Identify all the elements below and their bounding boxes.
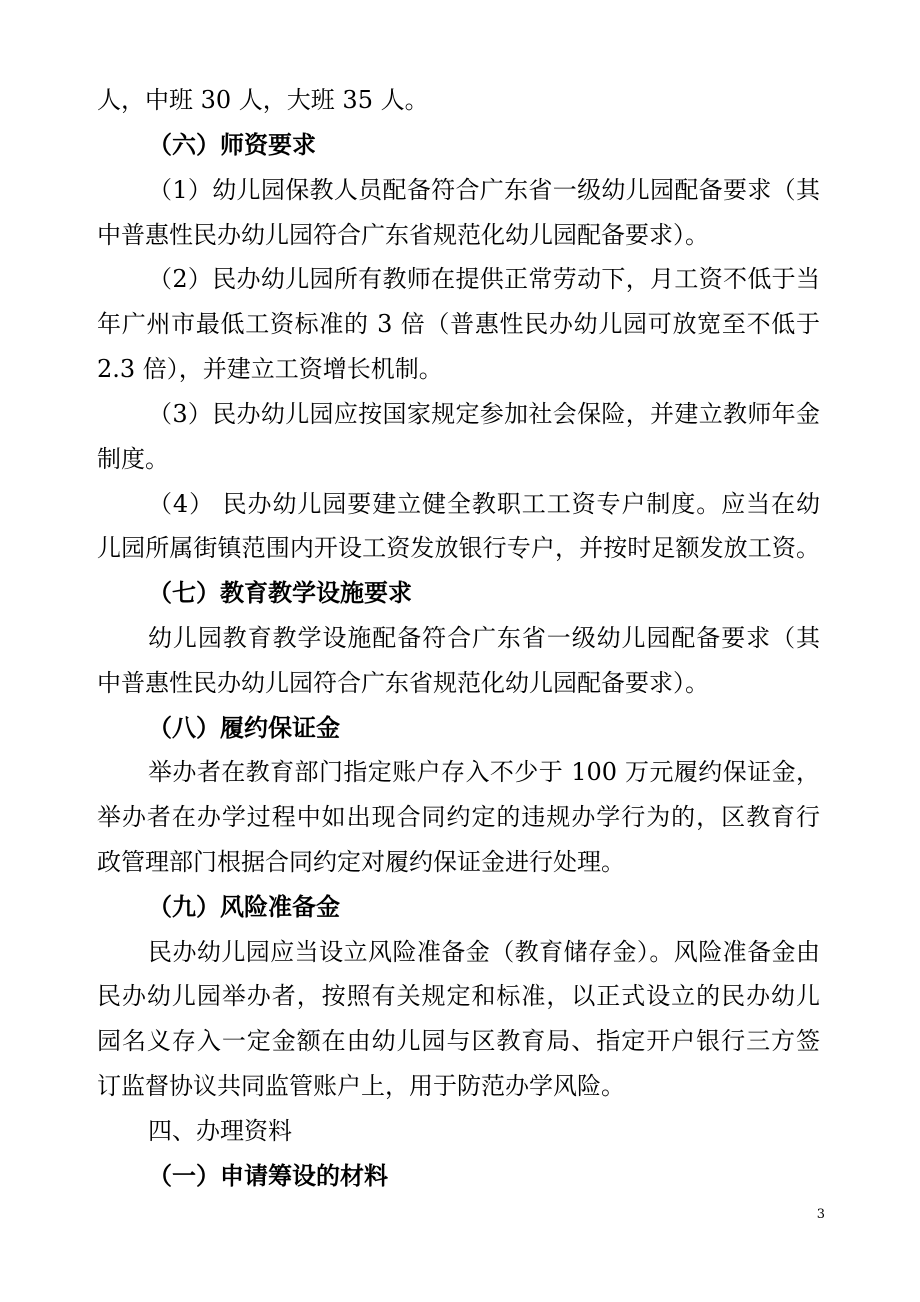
section-heading: （六）师资要求 — [148, 130, 316, 159]
paragraph-line: 儿园所属街镇范围内开设工资发放银行专户，并按时足额发放工资。 — [97, 534, 820, 562]
paragraph-line: 2.3 倍），并建立工资增长机制。 — [97, 355, 443, 383]
paragraph-line: （4） 民办幼儿园要建立健全教职工工资专户制度。应当在幼 — [148, 490, 820, 518]
section-heading: （一）申请筹设的材料 — [148, 1161, 388, 1190]
paragraph-line: 园名义存入一定金额在由幼儿园与区教育局、指定开户银行三方签 — [97, 1027, 820, 1055]
paragraph-line: （1）幼儿园保教人员配备符合广东省一级幼儿园配备要求（其 — [148, 176, 820, 204]
section-heading: （八）履约保证金 — [148, 713, 340, 742]
section-heading: （九）风险准备金 — [148, 892, 340, 921]
paragraph-line: （2）民办幼儿园所有教师在提供正常劳动下，月工资不低于当 — [148, 265, 820, 293]
section-heading: 四、办理资料 — [148, 1117, 292, 1145]
paragraph-line: 年广州市最低工资标准的 3 倍（普惠性民办幼儿园可放宽至不低于 — [97, 310, 820, 338]
section-heading: （七）教育教学设施要求 — [148, 578, 412, 607]
paragraph-line: 订监督协议共同监管账户上，用于防范办学风险。 — [97, 1072, 625, 1100]
page-number: 3 — [816, 1207, 825, 1222]
paragraph-line: 制度。 — [97, 445, 169, 473]
paragraph-line: 幼儿园教育教学设施配备符合广东省一级幼儿园配备要求（其 — [148, 624, 820, 652]
paragraph-line: 中普惠性民办幼儿园符合广东省规范化幼儿园配备要求）。 — [97, 669, 709, 697]
paragraph-line: 中普惠性民办幼儿园符合广东省规范化幼儿园配备要求）。 — [97, 221, 709, 249]
paragraph-line: 民办幼儿园应当设立风险准备金（教育储存金）。风险准备金由 — [148, 938, 820, 966]
paragraph-line: 举办者在办学过程中如出现合同约定的违规办学行为的，区教育行 — [97, 803, 820, 831]
paragraph-line: （3）民办幼儿园应按国家规定参加社会保险，并建立教师年金 — [148, 400, 820, 428]
paragraph-line: 人，中班 30 人，大班 35 人。 — [97, 86, 429, 114]
paragraph-line: 举办者在教育部门指定账户存入不少于 100 万元履约保证金， — [148, 758, 820, 786]
paragraph-line: 政管理部门根据合同约定对履约保证金进行处理。 — [97, 848, 625, 876]
paragraph-line: 民办幼儿园举办者，按照有关规定和标准，以正式设立的民办幼儿 — [97, 982, 820, 1010]
